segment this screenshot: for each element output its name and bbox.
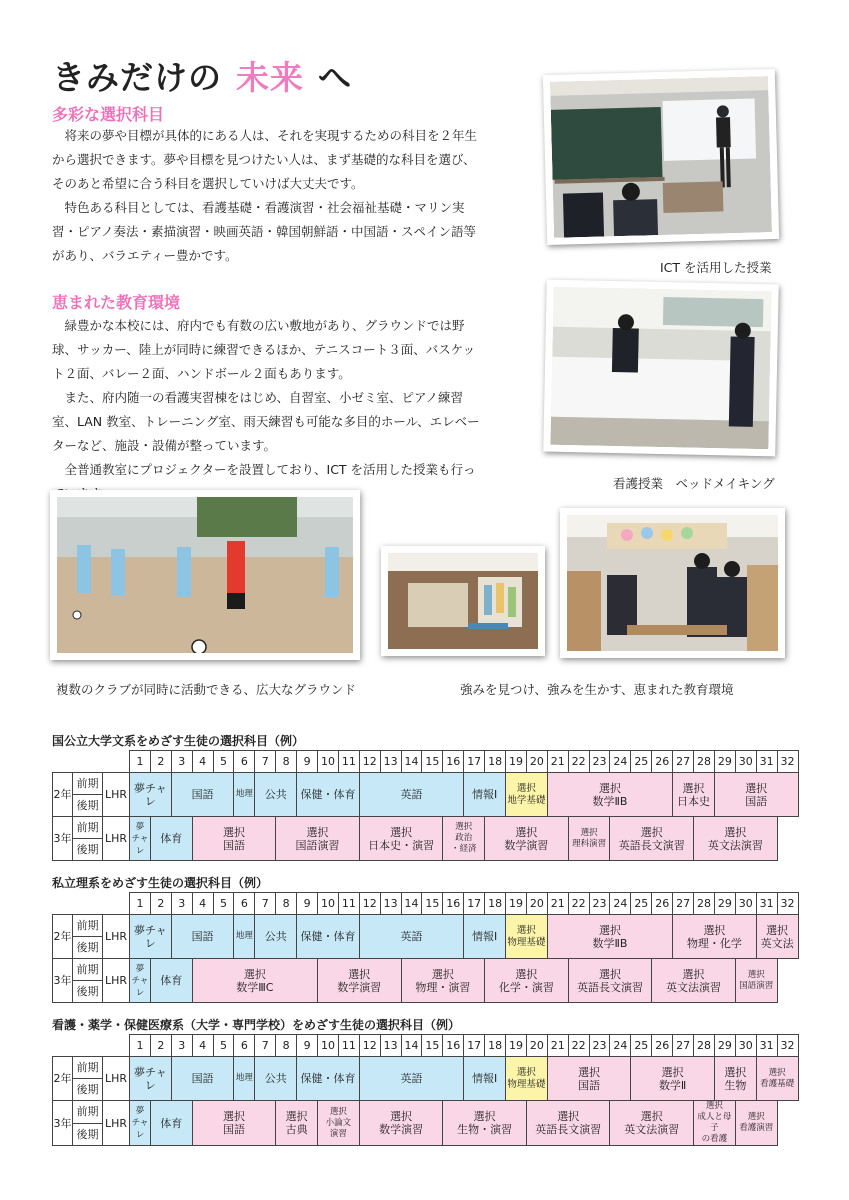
period-11: 11 bbox=[338, 893, 359, 915]
elective-cell: 選択 小論文 演習 bbox=[318, 1101, 360, 1146]
period-1: 1 bbox=[130, 893, 151, 915]
period-10: 10 bbox=[318, 751, 339, 773]
period-11: 11 bbox=[338, 751, 359, 773]
term-label: 前期 bbox=[73, 915, 103, 937]
nursing-image bbox=[550, 287, 771, 450]
subject-cell: 体育 bbox=[150, 1101, 192, 1146]
period-30: 30 bbox=[735, 1035, 756, 1057]
period-24: 24 bbox=[610, 1035, 631, 1057]
period-9: 9 bbox=[297, 751, 318, 773]
title-post: へ bbox=[318, 58, 352, 97]
period-17: 17 bbox=[464, 1035, 485, 1057]
subject-cell: 夢 チャレ bbox=[130, 1101, 151, 1146]
table3-title: 看護・薬学・保健医療系（大学・専門学校）をめざす生徒の選択科目（例） bbox=[52, 1018, 461, 1032]
period-4: 4 bbox=[192, 1035, 213, 1057]
subject-cell: 保健・体育 bbox=[297, 915, 360, 959]
period-21: 21 bbox=[547, 1035, 568, 1057]
grade3-row bbox=[53, 1101, 799, 1124]
elective-cell: 選択 物理・演習 bbox=[401, 959, 485, 1003]
period-18: 18 bbox=[485, 751, 506, 773]
subject-cell: 公共 bbox=[255, 773, 297, 817]
elective-cell: 選択 英文法演習 bbox=[652, 959, 736, 1003]
period-25: 25 bbox=[631, 751, 652, 773]
grade3-row bbox=[53, 959, 799, 981]
term-label: 前期 bbox=[73, 1057, 103, 1079]
subject-cell: 夢チャレ bbox=[130, 773, 172, 817]
period-20: 20 bbox=[526, 751, 547, 773]
period-31: 31 bbox=[756, 751, 777, 773]
subject-cell: 情報Ⅰ bbox=[464, 915, 506, 959]
period-15: 15 bbox=[422, 751, 443, 773]
elective-cell: 選択 数学ⅢC bbox=[192, 959, 317, 1003]
period-28: 28 bbox=[694, 751, 715, 773]
elective-cell: 選択 生物 bbox=[714, 1057, 756, 1101]
subject-cell: 英語 bbox=[359, 1057, 463, 1101]
period-22: 22 bbox=[568, 1035, 589, 1057]
classroom-image bbox=[550, 76, 772, 238]
elective-cell: 選択 国語演習 bbox=[276, 817, 360, 861]
elective-cell: 選択 英語長文演習 bbox=[568, 959, 652, 1003]
elective-cell: 選択 数学演習 bbox=[318, 959, 402, 1003]
period-header-row bbox=[53, 751, 799, 773]
period-8: 8 bbox=[276, 751, 297, 773]
period-32: 32 bbox=[777, 1035, 798, 1057]
section-body-environment: 緑豊かな本校には、府内でも有数の広い敷地があり、グラウンドでは野 球、サッカー、陸上が同時に練習できるほか、テニスコート３面、バスケッ ト２面、バレー２面、ハンドボール２面もあります。 また、府内随一の看護実習棟をはじめ、自習室、小ゼミ室、ピアノ練習 室、LAN 教室、トレーニング室、雨天練習も可能な多目的ホール、エレベー ターなど、施設・設備が整っています。 全普通教室にプロジェクターを設置しており、ICT を活用した授業も行っ bbox=[52, 318, 480, 477]
period-6: 6 bbox=[234, 751, 255, 773]
period-14: 14 bbox=[401, 893, 422, 915]
period-32: 32 bbox=[777, 893, 798, 915]
period-15: 15 bbox=[422, 1035, 443, 1057]
art-class-image bbox=[567, 515, 778, 651]
period-3: 3 bbox=[171, 1035, 192, 1057]
grade-label: 2年 bbox=[53, 915, 73, 959]
subject-cell: 地理 bbox=[234, 773, 255, 817]
term-label: 後期 bbox=[73, 795, 103, 817]
section-heading-environment: 恵まれた教育環境 bbox=[52, 293, 181, 312]
period-5: 5 bbox=[213, 751, 234, 773]
period-12: 12 bbox=[359, 1035, 380, 1057]
period-5: 5 bbox=[213, 893, 234, 915]
subject-cell: 公共 bbox=[255, 1057, 297, 1101]
period-11: 11 bbox=[338, 1035, 359, 1057]
elective-cell: 選択 古典 bbox=[276, 1101, 318, 1146]
elective-cell: 選択 化学・演習 bbox=[485, 959, 569, 1003]
period-28: 28 bbox=[694, 1035, 715, 1057]
elective-cell: 選択 国語 bbox=[192, 817, 276, 861]
elective-cell: 選択 数学演習 bbox=[485, 817, 569, 861]
subject-cell: 地理 bbox=[234, 915, 255, 959]
period-15: 15 bbox=[422, 893, 443, 915]
period-22: 22 bbox=[568, 751, 589, 773]
elective-cell: 選択 数学Ⅱ bbox=[631, 1057, 715, 1101]
elective-cell: 選択 理科演習 bbox=[568, 817, 610, 861]
period-7: 7 bbox=[255, 893, 276, 915]
elective-cell: 選択 国語 bbox=[547, 1057, 631, 1101]
period-23: 23 bbox=[589, 1035, 610, 1057]
period-3: 3 bbox=[171, 893, 192, 915]
period-2: 2 bbox=[150, 893, 171, 915]
elective-cell: 選択 国語 bbox=[192, 1101, 276, 1146]
period-19: 19 bbox=[506, 751, 527, 773]
period-12: 12 bbox=[359, 893, 380, 915]
period-23: 23 bbox=[589, 893, 610, 915]
caption-environment: 強みを見つけ、強みを生かす、恵まれた教育環境 bbox=[460, 682, 734, 697]
subject-cell: 地理 bbox=[234, 1057, 255, 1101]
elective-cell: 選択 日本史 bbox=[673, 773, 715, 817]
subject-cell: 夢 チャレ bbox=[130, 817, 151, 861]
caption-ict: ICT を活用した授業 bbox=[660, 260, 772, 275]
period-25: 25 bbox=[631, 1035, 652, 1057]
period-22: 22 bbox=[568, 893, 589, 915]
period-header-row bbox=[53, 1035, 799, 1057]
subject-cell: 体育 bbox=[150, 817, 192, 861]
photo-paints bbox=[381, 546, 545, 656]
period-6: 6 bbox=[234, 1035, 255, 1057]
period-28: 28 bbox=[694, 893, 715, 915]
period-10: 10 bbox=[318, 1035, 339, 1057]
period-13: 13 bbox=[380, 751, 401, 773]
term-label: 前期 bbox=[73, 959, 103, 981]
period-19: 19 bbox=[506, 893, 527, 915]
period-18: 18 bbox=[485, 1035, 506, 1057]
period-16: 16 bbox=[443, 1035, 464, 1057]
period-14: 14 bbox=[401, 1035, 422, 1057]
timetable-medical bbox=[52, 1034, 799, 1146]
period-7: 7 bbox=[255, 751, 276, 773]
period-12: 12 bbox=[359, 751, 380, 773]
grade3-row bbox=[53, 817, 799, 839]
period-8: 8 bbox=[276, 1035, 297, 1057]
elective-cell: 選択 英文法 bbox=[756, 915, 798, 959]
elective-cell: 選択 英語長文演習 bbox=[526, 1101, 610, 1146]
period-26: 26 bbox=[652, 893, 673, 915]
subject-cell: 国語 bbox=[171, 773, 234, 817]
elective-cell: 選択 日本史・演習 bbox=[359, 817, 443, 861]
ground-image bbox=[57, 497, 353, 653]
lhr-cell: LHR bbox=[103, 915, 130, 959]
grade-label: 3年 bbox=[53, 817, 73, 861]
photo-nursing-class bbox=[543, 280, 779, 457]
grade-label: 3年 bbox=[53, 1101, 73, 1146]
period-26: 26 bbox=[652, 751, 673, 773]
section-heading-subjects: 多彩な選択科目 bbox=[52, 105, 165, 124]
lhr-cell: LHR bbox=[103, 773, 130, 817]
period-21: 21 bbox=[547, 893, 568, 915]
term-label: 後期 bbox=[73, 839, 103, 861]
lhr-cell: LHR bbox=[103, 1057, 130, 1101]
grade-label: 3年 bbox=[53, 959, 73, 1003]
period-header-row bbox=[53, 893, 799, 915]
term-label: 後期 bbox=[73, 981, 103, 1003]
period-29: 29 bbox=[714, 893, 735, 915]
elective-cell: 選択 物理・化学 bbox=[673, 915, 757, 959]
grade-label: 2年 bbox=[53, 773, 73, 817]
lhr-cell: LHR bbox=[103, 1101, 130, 1146]
period-26: 26 bbox=[652, 1035, 673, 1057]
table1-title: 国公立大学文系をめざす生徒の選択科目（例） bbox=[52, 734, 305, 748]
period-27: 27 bbox=[673, 751, 694, 773]
photo-ground bbox=[50, 490, 360, 660]
period-23: 23 bbox=[589, 751, 610, 773]
subject-cell: 夢 チャレ bbox=[130, 959, 151, 1003]
period-21: 21 bbox=[547, 751, 568, 773]
period-13: 13 bbox=[380, 893, 401, 915]
title-highlight: 未来 bbox=[236, 58, 304, 97]
period-6: 6 bbox=[234, 893, 255, 915]
period-24: 24 bbox=[610, 893, 631, 915]
subject-cell: 保健・体育 bbox=[297, 773, 360, 817]
elective-cell: 選択 英語長文演習 bbox=[610, 817, 694, 861]
timetable-private-science bbox=[52, 892, 799, 1003]
elective-cell: 選択 政治 ・経済 bbox=[443, 817, 485, 861]
period-25: 25 bbox=[631, 893, 652, 915]
term-label: 前期 bbox=[73, 817, 103, 839]
elective-cell: 選択 物理基礎 bbox=[506, 1057, 548, 1101]
period-4: 4 bbox=[192, 893, 213, 915]
period-17: 17 bbox=[464, 751, 485, 773]
elective-cell: 選択 看護演習 bbox=[735, 1101, 777, 1146]
period-31: 31 bbox=[756, 1035, 777, 1057]
subject-cell: 英語 bbox=[359, 915, 463, 959]
period-1: 1 bbox=[130, 1035, 151, 1057]
term-label: 後期 bbox=[73, 937, 103, 959]
elective-cell: 選択 数学演習 bbox=[359, 1101, 443, 1146]
elective-cell: 選択 物理基礎 bbox=[506, 915, 548, 959]
elective-cell: 選択 国語演習 bbox=[735, 959, 777, 1003]
period-13: 13 bbox=[380, 1035, 401, 1057]
term-label: 前期 bbox=[73, 773, 103, 795]
elective-cell: 選択 地学基礎 bbox=[506, 773, 548, 817]
subject-cell: 情報Ⅰ bbox=[464, 1057, 506, 1101]
period-8: 8 bbox=[276, 893, 297, 915]
elective-cell: 選択 英文法演習 bbox=[610, 1101, 694, 1146]
title-pre: きみだけの bbox=[52, 58, 222, 97]
period-3: 3 bbox=[171, 751, 192, 773]
period-16: 16 bbox=[443, 893, 464, 915]
period-20: 20 bbox=[526, 1035, 547, 1057]
term-label: 後期 bbox=[73, 1079, 103, 1101]
elective-cell: 選択 看護基礎 bbox=[756, 1057, 798, 1101]
period-29: 29 bbox=[714, 1035, 735, 1057]
period-1: 1 bbox=[130, 751, 151, 773]
period-4: 4 bbox=[192, 751, 213, 773]
section-body-subjects: 将来の夢や目標が具体的にある人は、それを実現するための科目を２年生 から選択できます。夢や目標を見つけたい人は、まず基礎的な科目を選び、 そのあと希望に合う科目を選択していけば大丈夫です。 特色ある科目としては、看護基礎・看護演習・社会福祉基礎・マリン実 習・ピアノ奏法・素描演習・映画英語・韓国朝鮮語・中国語・スペイン語等 があり、バラエティー豊かです。 bbox=[52, 128, 478, 263]
term-label: 後期 bbox=[73, 1123, 103, 1146]
period-16: 16 bbox=[443, 751, 464, 773]
period-2: 2 bbox=[150, 1035, 171, 1057]
period-30: 30 bbox=[735, 893, 756, 915]
subject-cell: 情報Ⅰ bbox=[464, 773, 506, 817]
page-title bbox=[52, 52, 352, 99]
elective-cell: 選択 数学ⅡB bbox=[547, 915, 672, 959]
grade2-row bbox=[53, 915, 799, 937]
period-5: 5 bbox=[213, 1035, 234, 1057]
caption-ground: 複数のクラブが同時に活動できる、広大なグラウンド bbox=[56, 682, 357, 697]
period-29: 29 bbox=[714, 751, 735, 773]
period-30: 30 bbox=[735, 751, 756, 773]
table2-title: 私立理系をめざす生徒の選択科目（例） bbox=[52, 876, 269, 890]
period-18: 18 bbox=[485, 893, 506, 915]
timetable-humanities bbox=[52, 750, 799, 861]
period-9: 9 bbox=[297, 1035, 318, 1057]
period-31: 31 bbox=[756, 893, 777, 915]
subject-cell: 夢チャレ bbox=[130, 915, 172, 959]
period-20: 20 bbox=[526, 893, 547, 915]
photo-art-class bbox=[560, 508, 785, 658]
period-10: 10 bbox=[318, 893, 339, 915]
elective-cell: 選択 国語 bbox=[714, 773, 798, 817]
elective-cell: 選択 成人と母子 の看護 bbox=[694, 1101, 736, 1146]
elective-cell: 選択 数学ⅡB bbox=[547, 773, 672, 817]
subject-cell: 国語 bbox=[171, 1057, 234, 1101]
subject-cell: 保健・体育 bbox=[297, 1057, 360, 1101]
period-7: 7 bbox=[255, 1035, 276, 1057]
photo-ict-class bbox=[543, 69, 779, 245]
paints-image bbox=[388, 553, 538, 649]
period-14: 14 bbox=[401, 751, 422, 773]
elective-cell: 選択 生物・演習 bbox=[443, 1101, 527, 1146]
lhr-cell: LHR bbox=[103, 959, 130, 1003]
subject-cell: 国語 bbox=[171, 915, 234, 959]
term-label: 前期 bbox=[73, 1101, 103, 1124]
period-24: 24 bbox=[610, 751, 631, 773]
period-27: 27 bbox=[673, 893, 694, 915]
period-2: 2 bbox=[150, 751, 171, 773]
period-19: 19 bbox=[506, 1035, 527, 1057]
period-32: 32 bbox=[777, 751, 798, 773]
period-17: 17 bbox=[464, 893, 485, 915]
subject-cell: 英語 bbox=[359, 773, 463, 817]
period-27: 27 bbox=[673, 1035, 694, 1057]
subject-cell: 夢チャレ bbox=[130, 1057, 172, 1101]
grade2-row bbox=[53, 1057, 799, 1079]
grade-label: 2年 bbox=[53, 1057, 73, 1101]
elective-cell: 選択 英文法演習 bbox=[694, 817, 778, 861]
lhr-cell: LHR bbox=[103, 817, 130, 861]
period-9: 9 bbox=[297, 893, 318, 915]
subject-cell: 公共 bbox=[255, 915, 297, 959]
subject-cell: 体育 bbox=[150, 959, 192, 1003]
grade2-row bbox=[53, 773, 799, 795]
caption-nursing: 看護授業 ベッドメイキング bbox=[613, 476, 775, 491]
